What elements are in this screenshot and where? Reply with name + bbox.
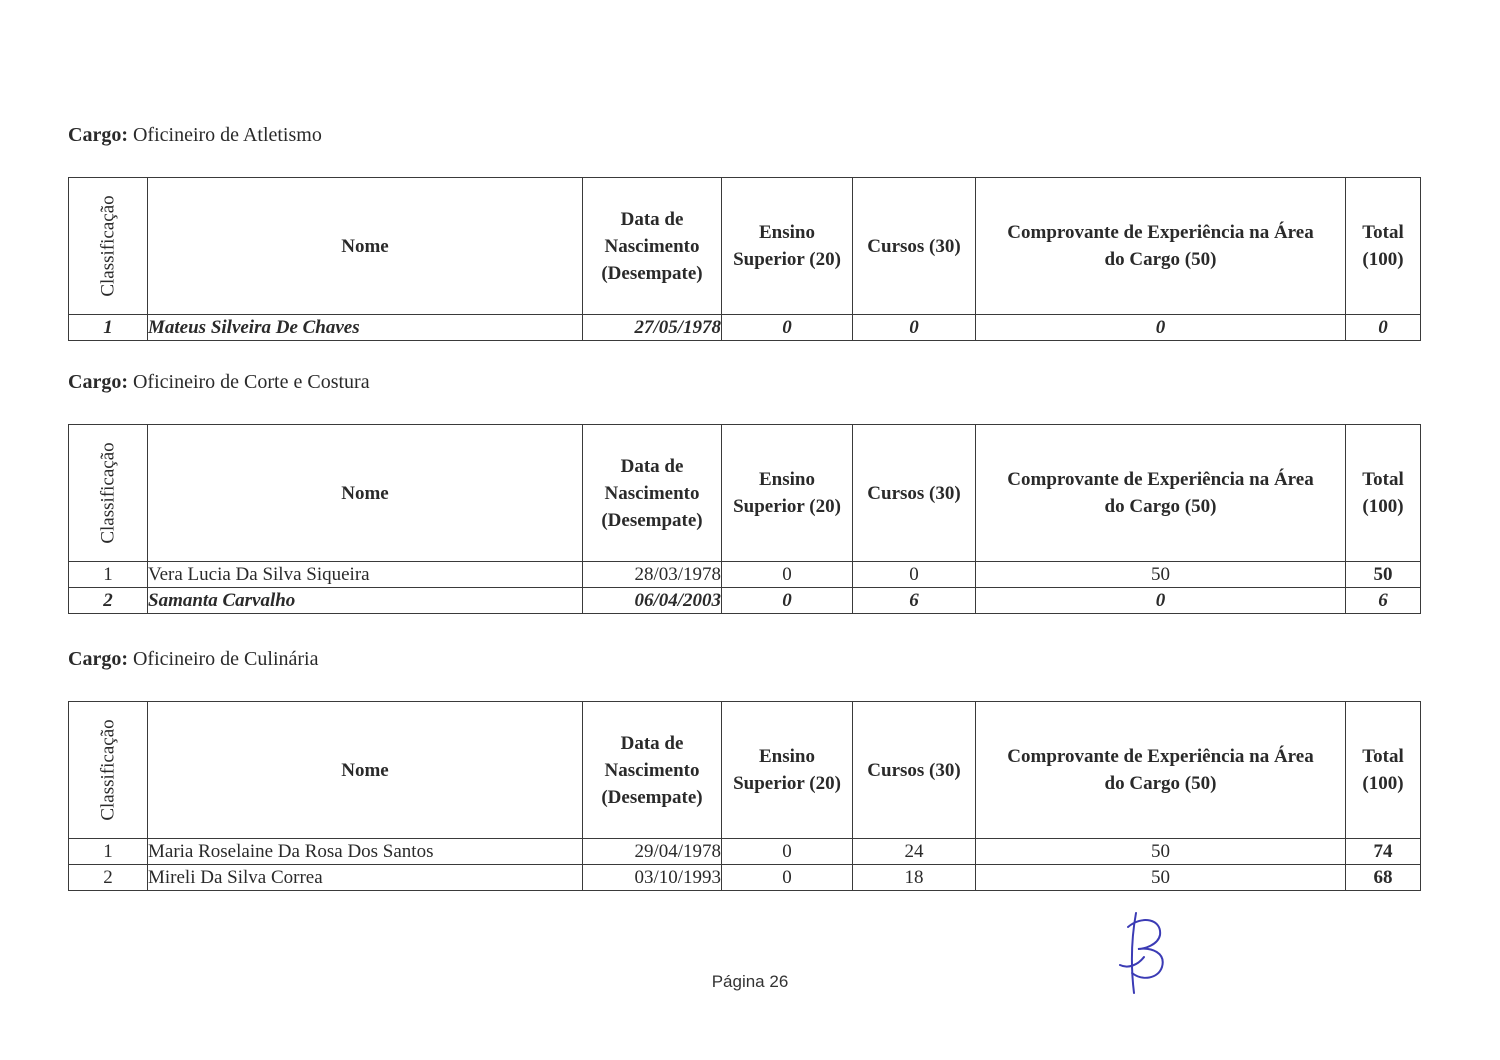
header-classificacao: Classificação (69, 425, 148, 562)
cell-cursos: 18 (853, 865, 976, 891)
section-atletismo (68, 122, 1420, 338)
header-cursos: Cursos (30) (853, 702, 976, 839)
cell-ensino: 0 (722, 865, 853, 891)
cell-classificacao: 2 (69, 865, 148, 891)
cell-comprovante: 50 (976, 839, 1346, 865)
header-classificacao: Classificação (69, 178, 148, 315)
cargo-line (68, 122, 1420, 148)
page-number: Página 26 (711, 972, 789, 991)
cell-ensino: 0 (722, 315, 853, 341)
cargo-line (68, 646, 1420, 672)
table-row (69, 315, 1421, 341)
table-row (69, 588, 1421, 614)
section-corte-costura (68, 369, 1420, 611)
cell-data: 28/03/1978 (583, 562, 722, 588)
cell-classificacao: 1 (69, 315, 148, 341)
header-classificacao: Classificação (69, 702, 148, 839)
cell-cursos: 24 (853, 839, 976, 865)
cell-nome: Samanta Carvalho (148, 588, 583, 614)
cargo-name: Oficineiro de Atletismo (132, 124, 322, 146)
cargo-label: Cargo: (68, 124, 128, 146)
table-header-row (69, 425, 1421, 562)
cell-cursos: 0 (853, 315, 976, 341)
cell-nome: Mateus Silveira De Chaves (148, 315, 583, 341)
signature (1108, 905, 1178, 1000)
cell-total: 50 (1346, 562, 1421, 588)
header-total: Total (100) (1346, 425, 1421, 562)
cell-data: 03/10/1993 (583, 865, 722, 891)
cell-total: 74 (1346, 839, 1421, 865)
header-nome: Nome (148, 178, 583, 315)
section-culinaria (68, 646, 1420, 888)
table-header-row (69, 178, 1421, 315)
header-comprovante: Comprovante de Experiência na Área do Cargo (50) (976, 702, 1346, 839)
header-ensino-superior: Ensino Superior (20) (722, 702, 853, 839)
header-total: Total (100) (1346, 702, 1421, 839)
header-nome: Nome (148, 425, 583, 562)
cell-ensino: 0 (722, 588, 853, 614)
cell-classificacao: 1 (69, 839, 148, 865)
results-table (68, 701, 1421, 891)
cell-classificacao: 2 (69, 588, 148, 614)
cell-ensino: 0 (722, 839, 853, 865)
header-comprovante: Comprovante de Experiência na Área do Cargo (50) (976, 178, 1346, 315)
results-table (68, 177, 1421, 341)
cell-comprovante: 0 (976, 315, 1346, 341)
cell-nome: Mireli Da Silva Correa (148, 865, 583, 891)
cell-cursos: 6 (853, 588, 976, 614)
cell-comprovante: 0 (976, 588, 1346, 614)
cell-nome: Vera Lucia Da Silva Siqueira (148, 562, 583, 588)
header-cursos: Cursos (30) (853, 178, 976, 315)
cargo-label: Cargo: (68, 371, 128, 393)
cell-total: 6 (1346, 588, 1421, 614)
header-data-nascimento: Data de Nascimento (Desempate) (583, 702, 722, 839)
cell-nome: Maria Roselaine Da Rosa Dos Santos (148, 839, 583, 865)
header-data-nascimento: Data de Nascimento (Desempate) (583, 178, 722, 315)
cell-total: 68 (1346, 865, 1421, 891)
cell-data: 27/05/1978 (583, 315, 722, 341)
cell-data: 06/04/2003 (583, 588, 722, 614)
header-ensino-superior: Ensino Superior (20) (722, 178, 853, 315)
header-ensino-superior: Ensino Superior (20) (722, 425, 853, 562)
cell-total: 0 (1346, 315, 1421, 341)
cargo-label: Cargo: (68, 648, 128, 670)
header-cursos: Cursos (30) (853, 425, 976, 562)
results-table (68, 424, 1421, 614)
header-comprovante: Comprovante de Experiência na Área do Cargo (50) (976, 425, 1346, 562)
table-header-row (69, 702, 1421, 839)
cargo-name: Oficineiro de Culinária (132, 648, 319, 670)
cell-data: 29/04/1978 (583, 839, 722, 865)
table-row (69, 839, 1421, 865)
header-data-nascimento: Data de Nascimento (Desempate) (583, 425, 722, 562)
cell-ensino: 0 (722, 562, 853, 588)
cargo-name: Oficineiro de Corte e Costura (132, 371, 370, 393)
header-total: Total (100) (1346, 178, 1421, 315)
cell-cursos: 0 (853, 562, 976, 588)
table-row (69, 865, 1421, 891)
cell-comprovante: 50 (976, 865, 1346, 891)
header-nome: Nome (148, 702, 583, 839)
cell-comprovante: 50 (976, 562, 1346, 588)
table-row (69, 562, 1421, 588)
cargo-line (68, 369, 1420, 395)
cell-classificacao: 1 (69, 562, 148, 588)
signature-stroke (1120, 913, 1163, 993)
